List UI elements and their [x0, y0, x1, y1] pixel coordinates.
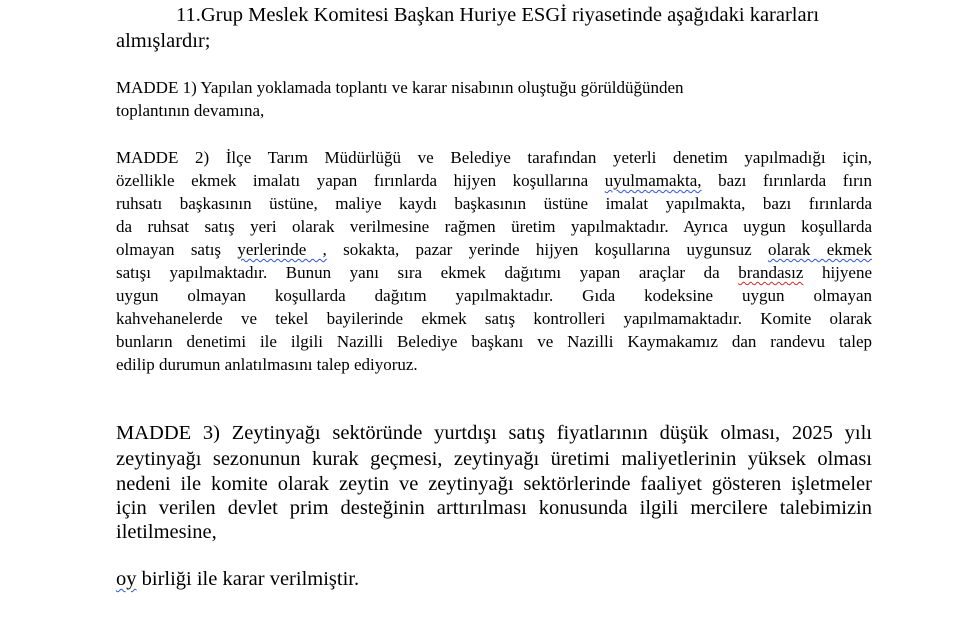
madde1-line-1: MADDE 1) Yapılan yoklamada toplantı ve karar nisabının oluştuğu görüldüğünden — [116, 78, 684, 97]
madde3-line-1: MADDE 3) Zeytinyağı sektöründe yurtdışı satış fiyatlarının düşük olması, 2025 yılı — [116, 422, 872, 444]
madde2-line-3: ruhsatı başkasının üstüne, maliye kaydı başkasının üstüne imalat yapılmakta, bazı fırınlarda — [116, 194, 872, 213]
madde2-line-10: edilip durumun anlatılmasını talep ediyoruz. — [116, 355, 418, 374]
madde2-line-6: satışı yapılmaktadır. Bunun yanı sıra ekmek dağıtımı yapan araçlar da brandasız hijyene — [116, 263, 872, 282]
spellcheck-flag: uyulmamakta, — [604, 171, 702, 190]
madde3-line-5: iletilmesine, — [116, 521, 217, 543]
spellcheck-flag: oy — [116, 568, 137, 590]
madde3-line-4: için verilen devlet prim desteğinin arttırılması konusunda ilgili mercilere talebimizin — [116, 497, 872, 519]
spellcheck-flag: olarak ekmek — [767, 240, 873, 259]
madde3-line-3: nedeni ile komite olarak zeytin ve zeytinyağı sektörlerinde faaliyet gösteren işletmeler — [116, 473, 872, 495]
madde1-line-2: toplantının devamına, — [116, 101, 265, 120]
madde2-line-5: olmayan satış yerlerinde , sokakta, pazar yerinde hijyen koşullarına uygunsuz olarak ekmek — [116, 240, 873, 259]
madde2-line-8: kahvehanelerde ve tekel bayilerinde ekmek satış kontrolleri yapılmamaktadır. Komite olarak — [116, 309, 872, 328]
spellcheck-flag: yerlerinde , — [237, 240, 327, 259]
madde2-line-1: MADDE 2) İlçe Tarım Müdürlüğü ve Belediye tarafından yeterli denetim yapılmadığı için, — [116, 148, 872, 167]
madde2-line-9: bunların denetimi ile ilgili Nazilli Belediye başkanı ve Nazilli Kaymakamız dan randevu talep — [116, 332, 872, 351]
closing-line: oy birliği ile karar verilmiştir. — [116, 568, 360, 590]
spellcheck-error: brandasız — [738, 263, 804, 282]
intro-line-2: almışlardır; — [116, 30, 211, 52]
madde2-line-4: da ruhsat satış yeri olarak verilmesine rağmen üretim yapılmaktadır. Ayrıca uygun koşullarda — [116, 217, 872, 236]
madde2-line-7: uygun olmayan koşullarda dağıtım yapılmaktadır. Gıda kodeksine uygun olmayan — [116, 286, 872, 305]
madde2-line-2: özellikle ekmek imalatı yapan fırınlarda hijyen koşullarına uyulmamakta, bazı fırınlarda fırın — [116, 171, 872, 190]
madde3-line-2: zeytinyağı sezonunun kurak geçmesi, zeytinyağı üretimi maliyetlerinin yüksek olması — [116, 448, 872, 470]
intro-line-1: 11.Grup Meslek Komitesi Başkan Huriye ESGİ riyasetinde aşağıdaki kararları — [176, 4, 820, 26]
